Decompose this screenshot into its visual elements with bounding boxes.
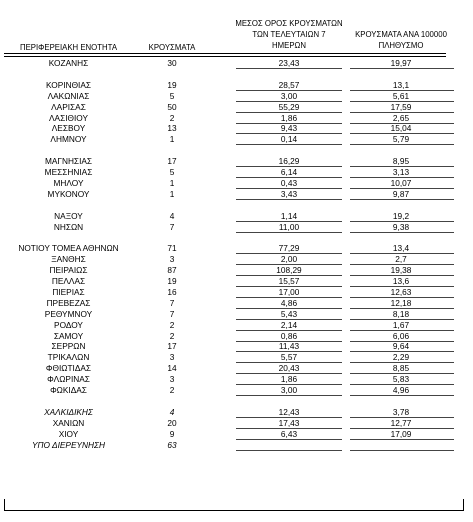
cell-region: ΛΑΚΩΝΙΑΣ — [47, 90, 90, 101]
cell-avg: 17,00 — [278, 286, 300, 297]
cell-cases: 20 — [167, 417, 177, 428]
cell-per100k: 3,13 — [392, 167, 410, 177]
cell-avg: 55,29 — [278, 101, 300, 112]
table-row-spacer — [0, 232, 473, 242]
cell-per100k: 4,96 — [392, 385, 410, 395]
header-region: ΠΕΡΙΦΕΡΕΙΑΚΗ ΕΝΟΤΗΤΑ — [19, 43, 118, 52]
cell-avg: 3,00 — [280, 385, 298, 395]
table-row-spacer — [0, 200, 473, 210]
cell-avg: 0,86 — [280, 330, 298, 341]
cell-cases: 87 — [167, 265, 177, 276]
cell-region: ΜΕΣΣΗΝΙΑΣ — [44, 167, 93, 177]
cell-cases: 71 — [167, 243, 177, 254]
header-rule — [4, 53, 446, 54]
cell-region: ΚΟΖΑΝΗΣ — [48, 58, 89, 68]
cell-region: ΝΑΞΟΥ — [54, 210, 83, 221]
cell-avg: 5,43 — [280, 308, 298, 319]
cell-per100k: 2,65 — [392, 112, 410, 123]
cell-per100k: 5,83 — [392, 374, 410, 385]
cell-region: ΦΘΙΩΤΙΔΑΣ — [45, 363, 92, 374]
cell-region: ΧΑΝΙΩΝ — [52, 417, 85, 428]
cell-region: ΠΙΕΡΙΑΣ — [52, 286, 85, 297]
cell-cases: 7 — [169, 308, 175, 319]
header-per-line2: ΠΛΗΘΥΣΜΟ — [378, 41, 424, 50]
cell-cases: 2 — [169, 330, 175, 341]
cell-per100k: 13,6 — [392, 276, 410, 286]
cell-per100k: 9,64 — [392, 341, 410, 352]
cell-avg: 0,43 — [280, 177, 298, 188]
cell-per100k: 5,79 — [392, 134, 410, 145]
cell-avg: 16,29 — [278, 156, 300, 167]
per-cell-underline — [350, 450, 454, 451]
header-avg-line3: ΗΜΕΡΩΝ — [272, 41, 306, 50]
cell-cases: 16 — [167, 286, 177, 297]
table-row — [0, 58, 473, 68]
cell-per100k: 13,1 — [392, 79, 410, 90]
cell-avg: 4,86 — [280, 297, 298, 308]
cell-cases: 5 — [169, 90, 175, 101]
cell-per100k: 2,7 — [395, 254, 407, 265]
cell-cases: 13 — [167, 123, 177, 134]
table-row — [0, 385, 473, 395]
table-row — [0, 331, 473, 341]
frame-right — [463, 499, 464, 511]
cell-cases: 30 — [167, 58, 177, 68]
cell-per100k: 19,2 — [392, 210, 410, 221]
cell-per100k: 17,59 — [390, 101, 412, 112]
cell-per100k: 19,38 — [390, 265, 412, 276]
cell-region: ΣΕΡΡΩΝ — [51, 341, 86, 352]
table-row — [0, 189, 473, 199]
cell-cases: 3 — [169, 352, 175, 363]
cell-cases: 9 — [169, 428, 175, 439]
table-row — [0, 298, 473, 308]
table-row-spacer — [0, 145, 473, 155]
table-row — [0, 222, 473, 232]
cell-cases: 2 — [169, 112, 175, 123]
cell-region: ΡΕΘΥΜΝΟΥ — [44, 308, 93, 319]
cell-avg: 11,43 — [278, 341, 300, 352]
table-row — [0, 276, 473, 286]
cell-per100k: 15,04 — [390, 123, 412, 134]
cell-per100k: 12,63 — [390, 286, 412, 297]
cell-avg: 0,14 — [280, 134, 298, 145]
cell-region: ΠΕΙΡΑΙΩΣ — [49, 265, 88, 276]
cell-region: ΝΗΣΩΝ — [53, 221, 84, 232]
cell-region: ΦΩΚΙΔΑΣ — [50, 385, 87, 395]
cell-cases: 1 — [169, 188, 175, 199]
cell-avg: 17,43 — [278, 417, 300, 428]
table-row — [0, 243, 473, 253]
cell-avg: 15,57 — [278, 276, 300, 286]
cell-avg: 1,86 — [280, 112, 298, 123]
cell-per100k: 9,38 — [392, 221, 410, 232]
table-row — [0, 341, 473, 351]
cell-region: ΛΗΜΝΟΥ — [50, 134, 87, 145]
table-row — [0, 320, 473, 330]
cell-avg: 1,86 — [280, 374, 298, 385]
cell-cases: 7 — [169, 297, 175, 308]
header-avg-line2: ΤΩΝ ΤΕΛΕΥΤΑΙΩΝ 7 — [252, 30, 326, 39]
header-avg-line1: ΜΕΣΟΣ ΟΡΟΣ ΚΡΟΥΣΜΑΤΩΝ — [235, 19, 343, 28]
cell-avg: 12,43 — [278, 406, 300, 417]
cell-avg: 28,57 — [278, 79, 300, 90]
table-row — [0, 363, 473, 373]
cell-region: ΛΕΣΒΟΥ — [51, 123, 86, 134]
cell-avg: 23,43 — [278, 58, 300, 68]
cell-per100k: 3,78 — [392, 406, 410, 417]
cell-region: ΜΗΛΟΥ — [53, 177, 84, 188]
cell-region: ΠΕΛΛΑΣ — [51, 276, 86, 286]
cell-region: ΛΑΡΙΣΑΣ — [51, 101, 86, 112]
cell-region: ΡΟΔΟΥ — [54, 319, 83, 330]
cell-avg: 108,29 — [276, 265, 302, 276]
cell-region: ΜΑΓΝΗΣΙΑΣ — [44, 156, 93, 167]
table-row — [0, 80, 473, 90]
table-row — [0, 407, 473, 417]
cell-avg: 3,00 — [280, 90, 298, 101]
cell-per100k: 8,18 — [392, 308, 410, 319]
cell-cases: 14 — [167, 363, 177, 374]
cell-per100k: 8,95 — [392, 156, 410, 167]
cell-avg: 6,43 — [280, 428, 298, 439]
cell-per100k: 6,06 — [392, 330, 410, 341]
cell-cases: 5 — [169, 167, 175, 177]
table-row — [0, 429, 473, 439]
cell-cases: 19 — [167, 79, 177, 90]
cell-region: ΚΟΡΙΝΘΙΑΣ — [46, 79, 91, 90]
cell-per100k: 2,29 — [392, 352, 410, 363]
table-row — [0, 352, 473, 362]
cell-avg: 6,14 — [280, 167, 298, 177]
table-row — [0, 287, 473, 297]
cell-region: ΜΥΚΟΝΟΥ — [47, 188, 90, 199]
cell-cases: 1 — [169, 134, 175, 145]
cell-cases: 4 — [169, 406, 175, 417]
cell-cases: 50 — [167, 101, 177, 112]
cell-avg: 3,43 — [280, 188, 298, 199]
cell-per100k: 17,09 — [390, 428, 412, 439]
cell-avg: 11,00 — [278, 221, 300, 232]
cell-region: ΞΑΝΘΗΣ — [51, 254, 86, 265]
header-per-line1: ΚΡΟΥΣΜΑΤΑ ΑΝΑ 100000 — [355, 30, 447, 39]
header-rule-2 — [4, 56, 446, 57]
cell-cases: 17 — [167, 341, 177, 352]
table-row — [0, 156, 473, 166]
cell-cases: 2 — [169, 319, 175, 330]
avg-cell-underline — [236, 450, 342, 451]
cell-per100k: 8,85 — [392, 363, 410, 374]
cell-avg: 5,57 — [280, 352, 298, 363]
cell-per100k: 5,61 — [392, 90, 410, 101]
table-row — [0, 91, 473, 101]
header-cases: ΚΡΟΥΣΜΑΤΑ — [148, 43, 196, 52]
cell-cases: 4 — [169, 210, 175, 221]
cell-avg: 77,29 — [278, 243, 300, 254]
cell-avg: 2,14 — [280, 319, 298, 330]
cell-cases: 3 — [169, 374, 175, 385]
cell-per100k: 13,4 — [392, 243, 410, 254]
cell-per100k: 12,77 — [390, 417, 412, 428]
cell-avg: 1,14 — [280, 210, 298, 221]
cell-region: ΧΑΛΚΙΔΙΚΗΣ — [44, 406, 93, 417]
cell-region: ΝΟΤΙΟΥ ΤΟΜΕΑ ΑΘΗΝΩΝ — [18, 243, 119, 254]
cell-per100k: 1,67 — [392, 319, 410, 330]
table-row-spacer — [0, 69, 473, 79]
table-row — [0, 167, 473, 177]
cell-cases: 63 — [167, 439, 177, 450]
cell-region: ΥΠΟ ΔΙΕΡΕΥΝΗΣΗ — [32, 439, 105, 450]
cell-cases: 19 — [167, 276, 177, 286]
cell-per100k: 19,97 — [390, 58, 412, 68]
table-row — [0, 254, 473, 264]
table-row — [0, 265, 473, 275]
cell-cases: 7 — [169, 221, 175, 232]
cell-region: ΛΑΣΙΘΙΟΥ — [49, 112, 88, 123]
cell-region: ΧΙΟΥ — [58, 428, 79, 439]
cell-avg: 2,00 — [280, 254, 298, 265]
table-row — [0, 123, 473, 133]
cell-cases: 17 — [167, 156, 177, 167]
cell-region: ΦΛΩΡΙΝΑΣ — [47, 374, 90, 385]
cell-per100k: 12,18 — [390, 297, 412, 308]
table-row — [0, 102, 473, 112]
table-row — [0, 440, 473, 450]
table-row — [0, 309, 473, 319]
cell-region: ΤΡΙΚΑΛΩΝ — [47, 352, 90, 363]
table-row — [0, 211, 473, 221]
cell-avg: 9,43 — [280, 123, 298, 134]
table-row — [0, 374, 473, 384]
table-row — [0, 134, 473, 144]
bottom-rule — [4, 510, 463, 511]
cell-cases: 2 — [169, 385, 175, 395]
table-row — [0, 178, 473, 188]
cell-region: ΣΑΜΟΥ — [53, 330, 84, 341]
cell-region: ΠΡΕΒΕΖΑΣ — [46, 297, 91, 308]
cell-per100k: 9,87 — [392, 188, 410, 199]
cell-cases: 1 — [169, 177, 175, 188]
table-row-spacer — [0, 396, 473, 406]
cell-per100k: 10,07 — [390, 177, 412, 188]
table-row — [0, 418, 473, 428]
cell-avg: 20,43 — [278, 363, 300, 374]
table-row — [0, 113, 473, 123]
cell-cases: 3 — [169, 254, 175, 265]
